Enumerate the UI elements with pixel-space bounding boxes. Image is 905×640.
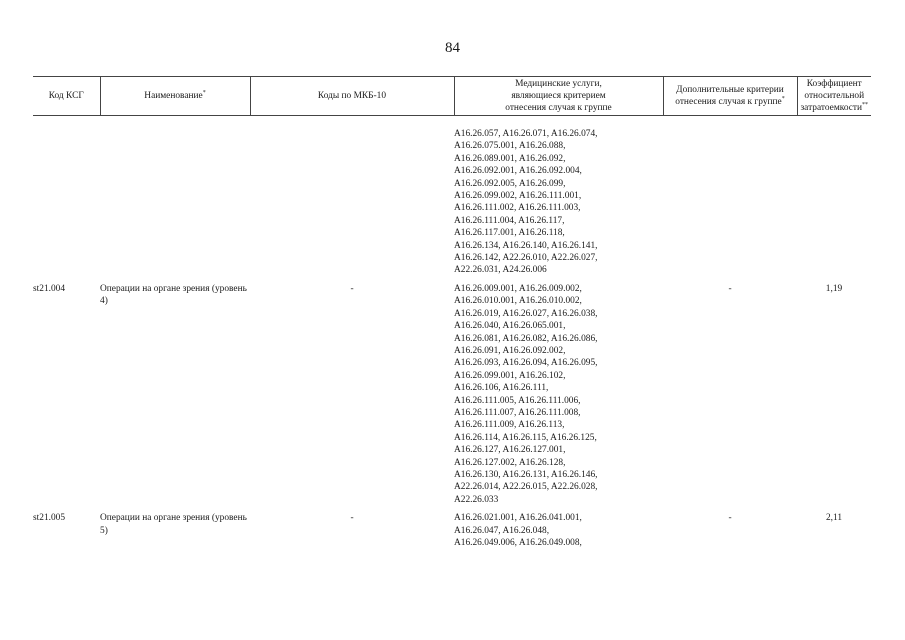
service-code-line: A16.26.127.002, A16.26.128, <box>454 457 566 468</box>
service-code-line: A16.26.075.001, A16.26.088, <box>454 141 566 152</box>
mkb-codes: - <box>350 513 354 524</box>
service-code-line: A16.26.111.002, A16.26.111.003, <box>454 203 581 214</box>
header-criteria: Дополнительные критерии отнесения случая к группе* <box>663 77 797 116</box>
service-code-line: A16.26.114, A16.26.115, A16.26.125, <box>454 432 597 443</box>
service-code-line: A16.26.040, A16.26.065.001, <box>454 321 566 332</box>
table-row <box>33 283 871 506</box>
header-name: Наименование* <box>100 77 250 116</box>
service-code-line: A22.26.033 <box>454 494 499 505</box>
service-code-line: A16.26.019, A16.26.027, A16.26.038, <box>454 308 598 319</box>
service-code-line: A16.26.081, A16.26.082, A16.26.086, <box>454 333 598 344</box>
service-code-line: A16.26.057, A16.26.071, A16.26.074, <box>454 129 598 139</box>
service-code-line: A16.26.092.001, A16.26.092.004, <box>454 166 582 177</box>
service-code-line: A16.26.111.005, A16.26.111.006, <box>454 395 581 406</box>
service-code-line: A16.26.111.009, A16.26.113, <box>454 420 565 431</box>
service-code-line: A22.26.014, A22.26.015, A22.26.028, <box>454 482 598 493</box>
ksg-name: Операции на органе зрения (уровень 5) <box>100 513 247 536</box>
service-code-line: A16.26.049.006, A16.26.049.008, <box>454 538 582 548</box>
header-coefficient: Коэффициент относительной затратоемкости** <box>797 77 871 116</box>
services-cell <box>454 283 663 506</box>
services-cell <box>454 512 663 549</box>
header-mkb: Коды по МКБ-10 <box>250 77 454 116</box>
service-code-line: A16.26.117.001, A16.26.118, <box>454 228 565 239</box>
table-header-row <box>33 77 871 116</box>
mkb-codes: - <box>350 283 354 294</box>
ksg-code: st21.004 <box>33 283 66 294</box>
header-code: Код КСГ <box>33 77 100 116</box>
additional-criteria: - <box>728 283 732 294</box>
table-row-continuation <box>33 128 871 277</box>
service-code-line: A22.26.031, A24.26.006 <box>454 265 547 276</box>
service-code-line: A16.26.142, A22.26.010, A22.26.027, <box>454 253 598 264</box>
services-cell <box>454 128 663 277</box>
service-code-line: A16.26.089.001, A16.26.092, <box>454 153 566 164</box>
service-code-line: A16.26.111.004, A16.26.117, <box>454 215 565 226</box>
table-row <box>33 512 871 549</box>
additional-criteria: - <box>728 513 732 524</box>
ksg-table <box>33 76 871 549</box>
service-code-line: A16.26.099.002, A16.26.111.001, <box>454 191 582 202</box>
service-code-line: A16.26.010.001, A16.26.010.002, <box>454 296 582 307</box>
cost-coefficient: 2,11 <box>825 513 843 524</box>
service-code-line: A16.26.021.001, A16.26.041.001, <box>454 513 582 524</box>
service-code-line: A16.26.134, A16.26.140, A16.26.141, <box>454 240 598 251</box>
service-code-line: A16.26.047, A16.26.048, <box>454 525 550 536</box>
service-code-line: A16.26.099.001, A16.26.102, <box>454 370 566 381</box>
ksg-code: st21.005 <box>33 513 66 524</box>
service-code-line: A16.26.092.005, A16.26.099, <box>454 178 566 189</box>
service-code-line: A16.26.130, A16.26.131, A16.26.146, <box>454 469 598 480</box>
service-code-line: A16.26.111.007, A16.26.111.008, <box>454 407 581 418</box>
ksg-name: Операции на органе зрения (уровень 4) <box>100 283 247 307</box>
service-code-line: A16.26.091, A16.26.092.002, <box>454 345 566 356</box>
service-code-line: A16.26.093, A16.26.094, A16.26.095, <box>454 358 598 369</box>
service-code-line: A16.26.106, A16.26.111, <box>454 383 549 394</box>
cost-coefficient: 1,19 <box>825 283 843 294</box>
header-services: Медицинские услуги, являющиеся критерием отнесения случая к группе <box>454 77 663 116</box>
service-code-line: A16.26.127, A16.26.127.001, <box>454 445 566 456</box>
page-number: 84 <box>445 40 460 56</box>
service-code-line: A16.26.009.001, A16.26.009.002, <box>454 283 582 294</box>
